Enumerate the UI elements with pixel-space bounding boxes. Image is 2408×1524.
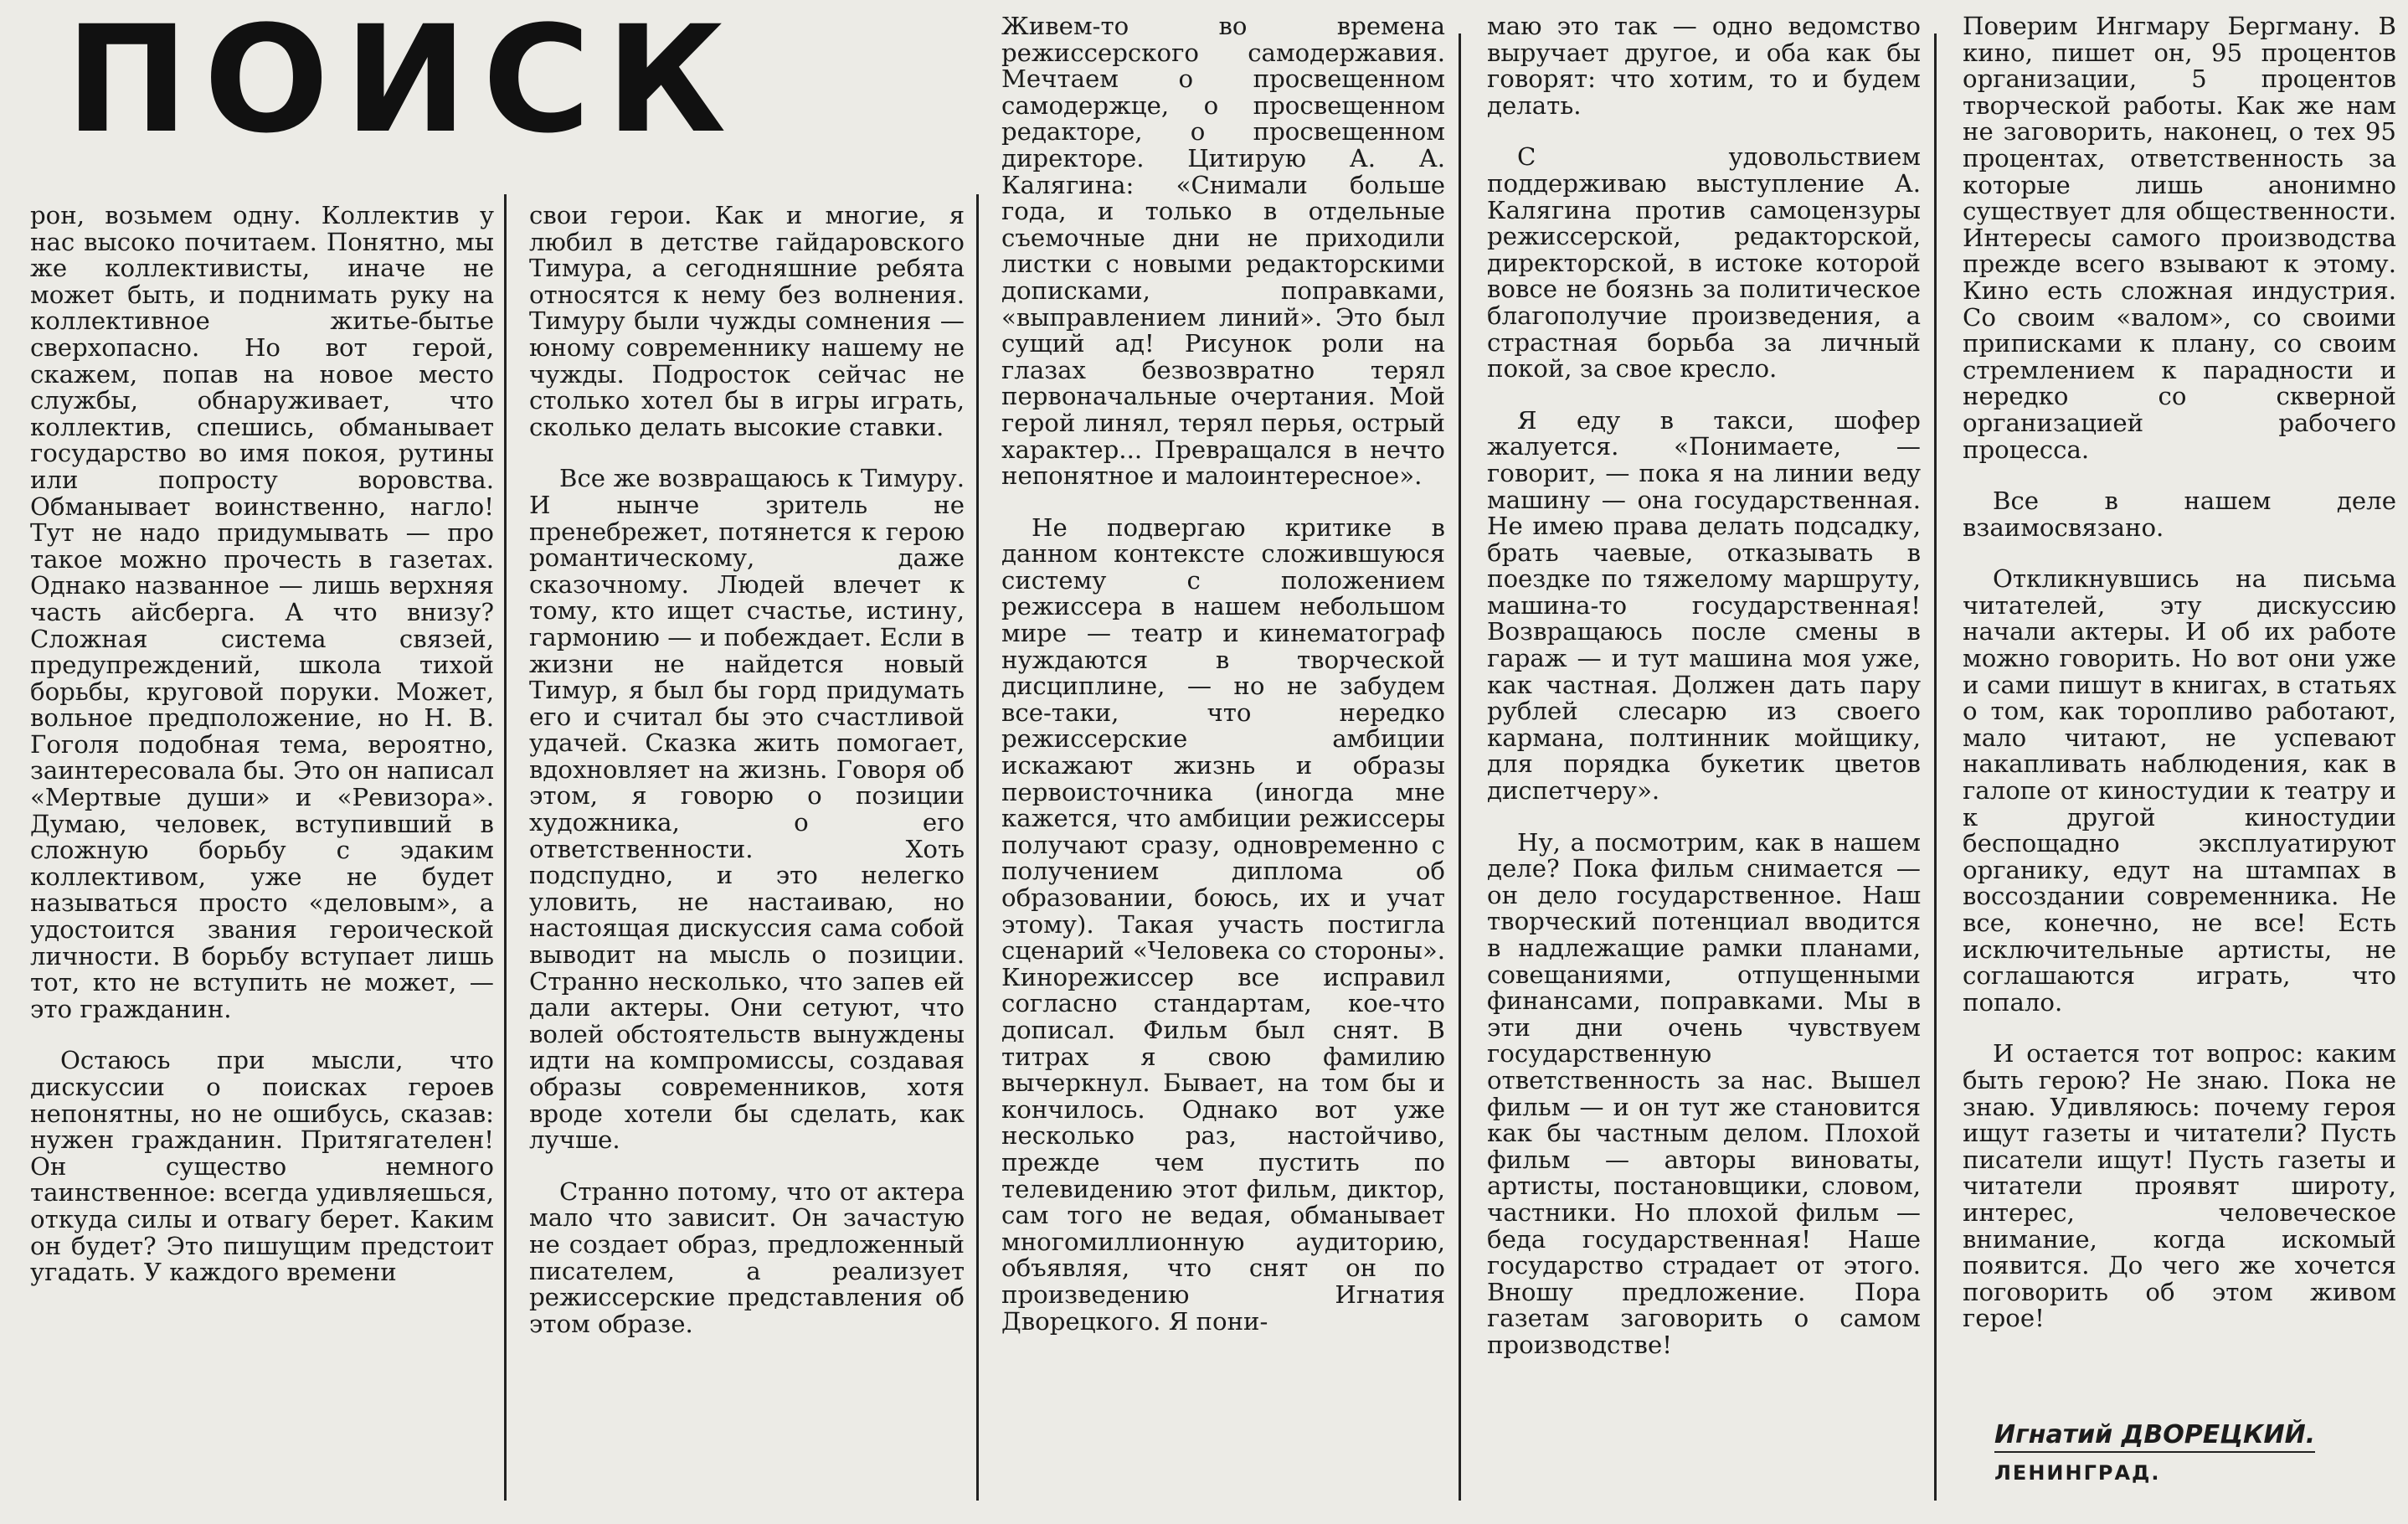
article-column-1 (30, 203, 494, 1499)
column-4-paragraph-3: Я еду в такси, шофер жалуется. «Понимаете, — говорит, — пока я на линии веду машину — она государственная. Не имею права делать подсадку, брать чаевые, отказывать в поездке по тяжелому маршруту, машина-то государственная! Возвращаюсь после смены в гараж — и тут машина моя уже, как частная. Должен дать пару рублей слесарю из своего кармана, полтинник мойщику, для порядка букетик цветов диспетчеру». (1487, 405, 1921, 806)
column-divider-2 (976, 194, 979, 1501)
column-5-paragraph-1: Поверим Ингмару Бергману. В кино, пишет он, 95 процентов организации, 5 процентов творческой работы. Как же нам не заговорить, наконец, о тех 95 процентах, ответственность за которые лишь анонимно существует для общественности. Интересы самого производства прежде всего взывают к этому. Кино есть сложная индустрия. Со своим «валом», со своими приписками к плану, со своим стремлением к парадности и нередко со скверной организацией рабочего процесса. (1963, 13, 2396, 464)
author-city: ЛЕНИНГРАД. (1994, 1461, 2161, 1485)
column-4-paragraph-2: С удовольствием поддерживаю выступление А. Калягина против самоцензуры режиссерской, редакторской, директорской, в истоке которой вовсе не боязнь за политическое благополучие произведения, а страстная борьба за личный покой, за свое кресло. (1487, 142, 1921, 384)
article-column-3 (1001, 13, 1445, 1501)
column-2-paragraph-2: Все же возвращаюсь к Тимуру. И нынче зритель не пренебрежет, потянется к герою романтическому, даже сказочному. Людей влечет к тому, кто ищет счастье, истину, гармонию — и побеждает. Если в жизни не найдется новый Тимур, я был бы горд придумать его и считал бы это счастливой удачей. Сказка жить помогает, вдохновляет на жизнь. Говоря об этом, я говорю о позиции художника, о его ответственности. Хоть подспудно, и это нелегко уловить, не настаиваю, но настоящая дискуссия сама собой выводит на мысль о позиции. Странно несколько, что запев ей дали актеры. Они сетуют, что волей обстоятельств вынуждены идти на компромиссы, создавая образы современников, хотя вроде хотели бы сделать, как лучше. (529, 464, 965, 1155)
column-2-paragraph-1: свои герои. Как и многие, я любил в детстве гайдаровского Тимура, а сегодняшние ребята относятся к нему без волнения. Тимуру были чужды сомнения — юному современнику нашему не чужды. Подросток сейчас не столько хотел бы в игры играть, сколько делать высокие ставки. (529, 203, 965, 441)
column-3-paragraph-1: Живем-то во времена режиссерского самодержавия. Мечтаем о просвещенном самодержце, о просвещенном редакторе, о просвещенном директоре. Цитирую А. А. Калягина: «Снимали больше года, и только в отдельные съемочные дни не приходили листки с новыми редакторскими дописками, поправками, «выправлением линий». Это был сущий ад! Рисунок роли на глазах безвозвратно терял первоначальные очертания. Мой герой линял, терял перья, острый характер... Превращался в нечто непонятное и малоинтересное». (1001, 13, 1445, 491)
column-divider-3 (1459, 33, 1461, 1501)
signature-block (1994, 1420, 2363, 1485)
column-5-paragraph-3: Откликнувшись на письма читателей, эту дискуссию начали актеры. И об их работе можно говорить. Но вот они уже и сами пишут в книгах, в статьях о том, как торопливо работают, мало читают, не успевают накапливать наблюдения, как в галопе от киностудии к театру и к другой киностудии беспощадно эксплуатируют органику, едут на штампах в воссоздании современника. Не все, конечно, не все! Есть исключительные артисты, не соглашаются играть, что попало. (1963, 564, 2396, 1017)
article-column-2 (529, 203, 965, 1499)
headline: ПОИСК (65, 0, 742, 166)
column-divider-4 (1934, 33, 1937, 1501)
column-5-paragraph-2: Все в нашем деле взаимосвязано. (1963, 487, 2396, 542)
column-4-paragraph-1: маю это так — одно ведомство выручает другое, и оба как бы говорят: что хотим, то и будем делать. (1487, 13, 1921, 120)
column-4-paragraph-4: Ну, а посмотрим, как в нашем деле? Пока фильм снимается — он дело государственное. Наш творческий потенциал вводится в надлежащие рамки планами, совещаниями, отпущенными финансами, поправками. Мы в эти дни очень чувствуем государственную ответственность за нас. Вышел фильм — и он тут же становится как бы частным делом. Плохой фильм — авторы виноваты, артисты, постановщики, словом, частники. Но плохой фильм — беда государственная! Наше государство страдает от этого. Вношу предложение. Пора газетам заговорить о самом производстве! (1487, 827, 1921, 1359)
column-divider-1 (504, 194, 507, 1501)
author-signature: Игнатий ДВОРЕЦКИЙ. (1994, 1420, 2315, 1453)
column-5-paragraph-4: И остается тот вопрос: каким быть герою? Не знаю. Пока не знаю. Удивляюсь: почему героя ищут газеты и читатели? Пусть писатели ищут! Пусть газеты и читатели проявят широту, интерес, человеческое внимание, когда искомый появится. До чего же хочется поговорить об этом живом герое! (1963, 1039, 2396, 1333)
article-column-4 (1487, 13, 1921, 1501)
column-3-paragraph-2: Не подвергаю критике в данном контексте сложившуюся систему с положением режиссера в нашем небольшом мире — театр и кинематограф нуждаются в творческой дисциплине, — но не забудем все-таки, что нередко режиссерские амбиции искажают жизнь и образы первоисточника (иногда мне кажется, что амбиции режиссеры получают сразу, одновременно с получением диплома об образовании, боюсь, их и учат этому). Такая участь постигла сценарий «Человека со стороны». Кинорежиссер все исправил согласно стандартам, кое-что дописал. Фильм был снят. В титрах я свою фамилию вычеркнул. Бывает, на том бы и кончилось. Однако вот уже несколько раз, настойчиво, прежде чем пустить по телевидению этот фильм, диктор, сам того не ведая, обманывает многомиллионную аудиторию, объявляя, что снят он по произведению Игнатия Дворецкого. Я пони- (1001, 512, 1445, 1336)
column-1-paragraph-2: Остаюсь при мысли, что дискуссии о поисках героев непонятны, но не ошибусь, сказав: нужен гражданин. Притягателен! Он существо немного таинственное: всегда удивляешься, откуда силы и отвагу берет. Каким он будет? Это пишущим предстоит угадать. У каждого времени (30, 1046, 494, 1287)
column-2-paragraph-3: Странно потому, что от актера мало что зависит. Он зачастую не создает образ, предложенный писателем, а реализует режиссерские представления об этом образе. (529, 1176, 965, 1338)
article-column-5 (1963, 13, 2396, 1413)
column-1-paragraph-1: рон, возьмем одну. Коллектив у нас высоко почитаем. Понятно, мы же коллективисты, иначе не может быть, и поднимать руку на коллективное житье-бытье сверхопасно. Но вот герой, скажем, попав на новое место службы, обнаруживает, что коллектив, спешись, обманывает государство во имя покоя, рутины или попросту воровства. Обманывает воинственно, нагло! Тут не надо придумывать — про такое можно прочесть в газетах. Однако названное — лишь верхняя часть айсберга. А что внизу? Сложная система связей, предупреждений, школа тихой борьбы, круговой поруки. Может, вольное предположение, но Н. В. Гоголя подобная тема, вероятно, заинтересовала бы. Это он написал «Мертвые души» и «Ревизора». Думаю, человек, вступивший в сложную борьбу с эдаким коллективом, уже не будет называться просто «деловым», а удостоится звания героической личности. В борьбу вступает лишь тот, кто не вступить не может, — это гражданин. (30, 203, 494, 1023)
